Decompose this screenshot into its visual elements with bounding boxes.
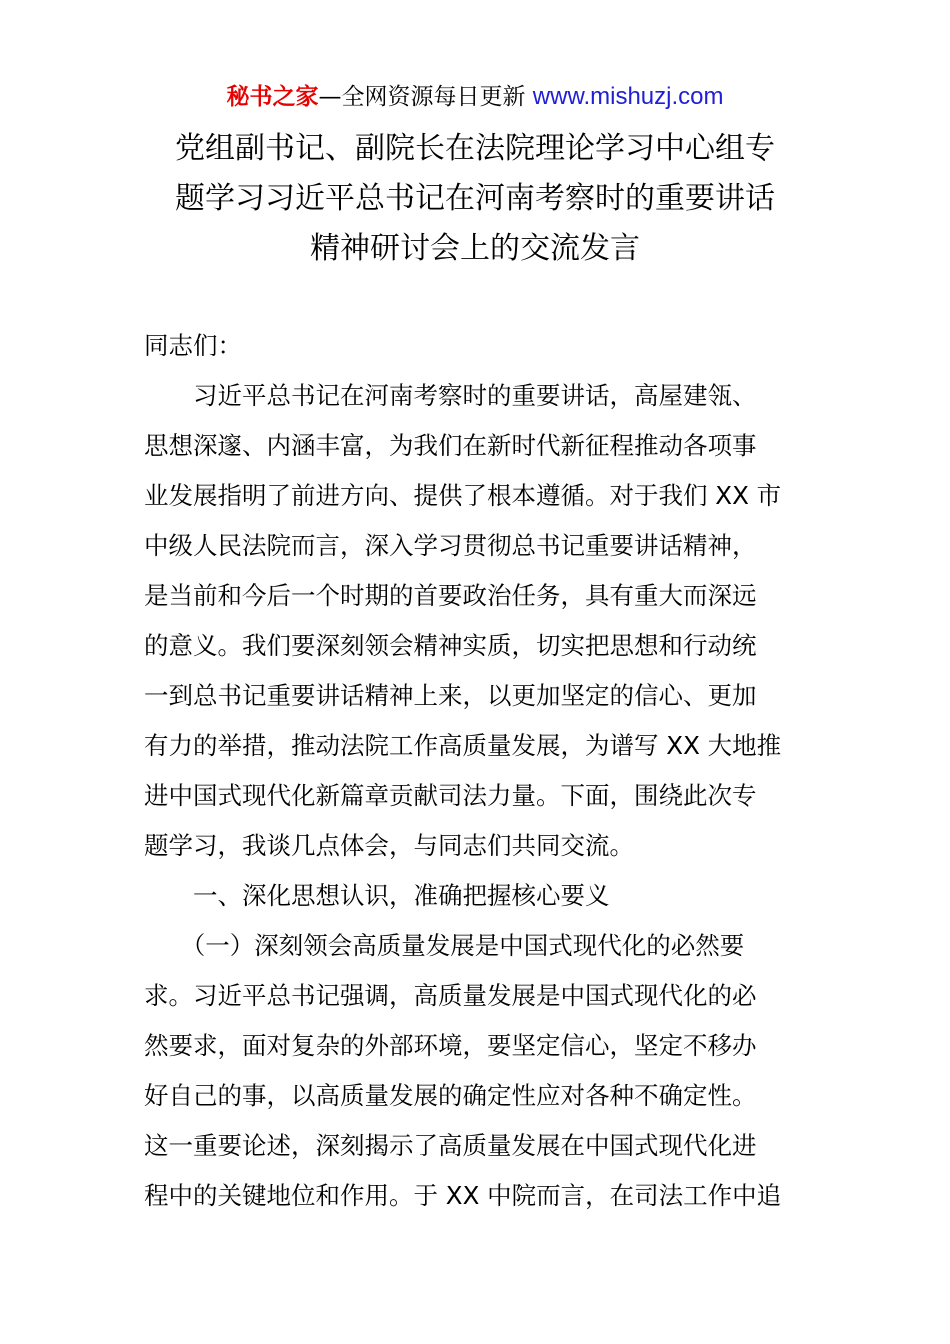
salutation: 同志们：	[144, 331, 242, 360]
site-url-link[interactable]: www.mishuzj.com	[532, 83, 724, 110]
body-text-line: 是当前和今后一个时期的首要政治任务，具有重大而深远	[144, 581, 757, 610]
title-line: 党组副书记、副院长在法院理论学习中心组专	[175, 131, 775, 166]
brand-name: 秘书之家	[226, 84, 319, 110]
document-body	[144, 321, 814, 1221]
body-text-line: 然要求，面对复杂的外部环境，要坚定信心，坚定不移办	[144, 1031, 757, 1060]
document-title	[100, 124, 850, 274]
body-text-line: 中级人民法院而言，深入学习贯彻总书记重要讲话精神，	[144, 531, 757, 560]
body-text-line: 一到总书记重要讲话精神上来，以更加坚定的信心、更加	[144, 681, 757, 710]
body-text-line: 业发展指明了前进方向、提供了根本遵循。对于我们 XX 市	[144, 481, 782, 510]
section-heading: 一、深化思想认识，准确把握核心要义	[144, 881, 610, 910]
body-text-line: （一）深刻领会高质量发展是中国式现代化的必然要	[144, 931, 745, 960]
title-line: 题学习习近平总书记在河南考察时的重要讲话	[175, 181, 775, 216]
body-text-line: 有力的举措，推动法院工作高质量发展，为谱写 XX 大地推	[144, 731, 782, 760]
header-tagline: —全网资源每日更新	[318, 84, 533, 110]
site-header	[0, 80, 950, 114]
body-text-line: 思想深邃、内涵丰富，为我们在新时代新征程推动各项事	[144, 431, 757, 460]
body-text-line: 程中的关键地位和作用。于 XX 中院而言，在司法工作中追	[144, 1181, 782, 1210]
body-text-line: 的意义。我们要深刻领会精神实质，切实把思想和行动统	[144, 631, 757, 660]
title-line: 精神研讨会上的交流发言	[310, 231, 640, 266]
body-text-line: 题学习，我谈几点体会，与同志们共同交流。	[144, 831, 634, 860]
body-text-line: 进中国式现代化新篇章贡献司法力量。下面，围绕此次专	[144, 781, 757, 810]
body-text-line: 求。习近平总书记强调，高质量发展是中国式现代化的必	[144, 981, 757, 1010]
body-text-line: 这一重要论述，深刻揭示了高质量发展在中国式现代化进	[144, 1131, 757, 1160]
body-text-line: 好自己的事，以高质量发展的确定性应对各种不确定性。	[144, 1081, 757, 1110]
body-text-line: 习近平总书记在河南考察时的重要讲话，高屋建瓴、	[144, 381, 757, 410]
